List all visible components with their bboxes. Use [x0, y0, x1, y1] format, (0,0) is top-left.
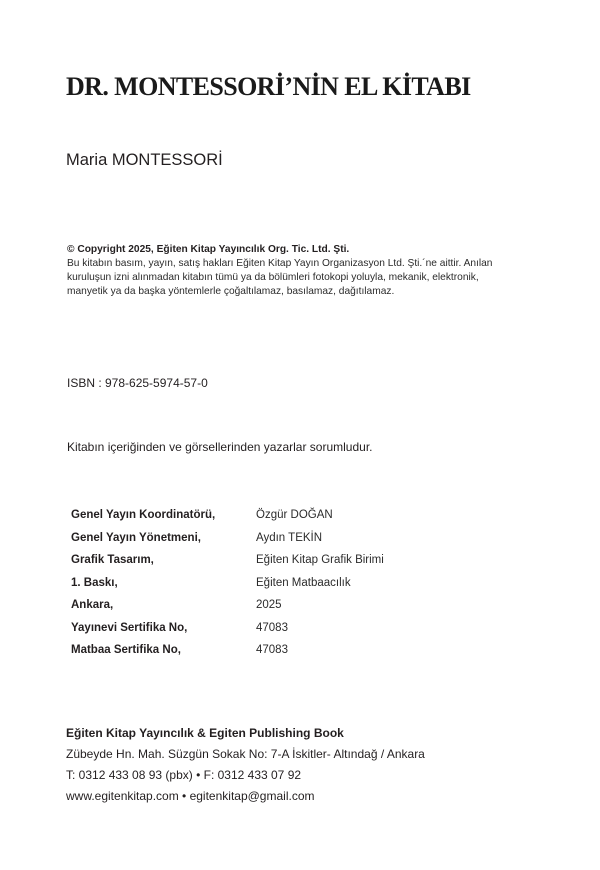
- credit-value: 2025: [256, 599, 282, 611]
- copyright-block: [67, 243, 497, 299]
- credit-value: 47083: [256, 644, 288, 656]
- responsibility-note: Kitabın içeriğinden ve görsellerinden yazarlar sorumludur.: [67, 440, 373, 454]
- credit-label: Genel Yayın Koordinatörü,: [71, 509, 216, 521]
- author-name: Maria MONTESSORİ: [66, 151, 223, 169]
- credit-value: Aydın TEKİN: [256, 531, 323, 544]
- book-title: DR. MONTESSORİ’NİN EL KİTABI: [66, 72, 471, 101]
- isbn-line: ISBN : 978-625-5974-57-0: [67, 376, 208, 390]
- credit-label: Ankara,: [71, 599, 114, 611]
- publisher-name: Eğiten Kitap Yayıncılık & Egiten Publishing Book: [66, 726, 344, 740]
- publisher-phone: T: 0312 433 08 93 (pbx) • F: 0312 433 07 92: [66, 768, 302, 782]
- credit-value: 47083: [256, 621, 288, 634]
- credit-label: Grafik Tasarım,: [71, 554, 154, 566]
- credit-label: Matbaa Sertifika No,: [71, 644, 181, 656]
- credit-label: Yayınevi Sertifika No,: [71, 621, 188, 634]
- copyright-heading: © Copyright 2025, Eğiten Kitap Yayıncılık Org. Tic. Ltd. Şti.: [67, 244, 350, 255]
- credit-label: Genel Yayın Yönetmeni,: [71, 531, 201, 544]
- credit-value: Özgür DOĞAN: [256, 509, 333, 521]
- credit-label: 1. Baskı,: [71, 576, 118, 589]
- credit-value: Eğiten Matbaacılık: [256, 576, 351, 589]
- credit-value: Eğiten Kitap Grafik Birimi: [256, 554, 384, 566]
- publisher-web: www.egitenkitap.com • egitenkitap@gmail.com: [66, 789, 315, 803]
- copyright-notice: Bu kitabın basım, yayın, satış hakları Eğiten Kitap Yayın Organizasyon Ltd. Şti.´ne aittir. Anılan kuruluşun izni alınmadan kitabın tümü ya da bölümleri fotokopi yoluyla, mekanik, elektronik, manyetik ya da başka yöntemlerle çoğaltılamaz, basılamaz, dağıtılamaz.: [67, 258, 493, 297]
- publisher-block: [66, 723, 425, 807]
- publisher-address: Zübeyde Hn. Mah. Süzgün Sokak No: 7-A İskitler- Altındağ / Ankara: [66, 747, 425, 761]
